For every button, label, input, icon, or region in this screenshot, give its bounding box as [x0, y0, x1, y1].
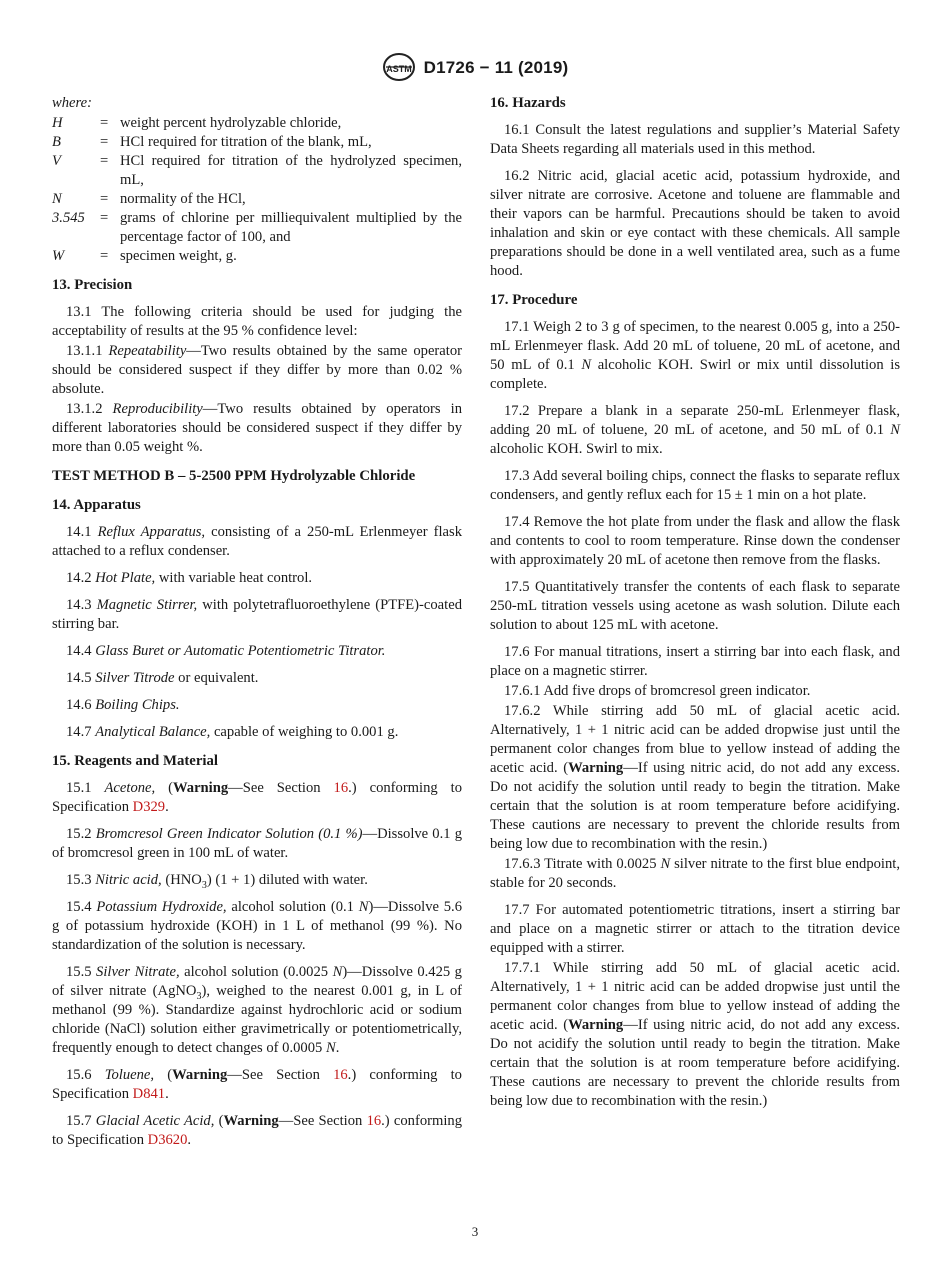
paragraph-17-7: 17.7 For automated potentiometric titrations, insert a stirring bar and place on a magnetic stirrer or attach to the titration device equipped with a stirrer.	[490, 902, 900, 956]
paragraph-15-7: 15.7 Glacial Acetic Acid, (Warning—See Section 16.) conforming to Specification D3620.	[52, 1113, 462, 1148]
section-17-heading: 17. Procedure	[490, 292, 578, 308]
paragraph-14-4: 14.4 Glass Buret or Automatic Potentiometric Titrator.	[66, 643, 386, 659]
paragraph-15-5: 15.5 Silver Nitrate, alcohol solution (0.0025 N)—Dissolve 0.425 g of silver nitrate (AgNO$_3$), weighed to the nearest 0.001 g, in L of methanol (99 %). Standardize against hydrochloric acid or sodium chloride (NaCl) solution either gravimetrically or potentiometrically, frequently enough to detect changes of 0.0005 N.	[52, 964, 463, 1056]
paragraph-15-2: 15.2 Bromcresol Green Indicator Solution (0.1 %)—Dissolve 0.1 g of bromcresol green in 100 mL of water.	[52, 826, 462, 861]
paragraph-14-7: 14.7 Analytical Balance, capable of weighing to 0.001 g.	[66, 724, 399, 740]
section-16-link[interactable]: 16	[333, 780, 349, 796]
right-column	[490, 94, 900, 1119]
definition-row: H = weight percent hydrolyzable chloride,	[52, 115, 342, 131]
paragraph-14-6: 14.6 Boiling Chips.	[66, 697, 180, 713]
paragraph-14-5: 14.5 Silver Titrode or equivalent.	[66, 670, 259, 686]
paragraph-14-3: 14.3 Magnetic Stirrer, with polytetrafluoroethylene (PTFE)-coated stirring bar.	[52, 597, 462, 632]
left-column	[52, 94, 462, 1158]
paragraph-17-3: 17.3 Add several boiling chips, connect the flasks to separate reflux condensers, and gently reflux each for 15 ± 1 min on a hot plate.	[490, 468, 900, 503]
paragraph-17-6: 17.6 For manual titrations, insert a stirring bar into each flask, and place on a magnetic stirrer.	[490, 644, 900, 679]
paragraph-14-2: 14.2 Hot Plate, with variable heat control.	[66, 570, 313, 586]
section-14-heading: 14. Apparatus	[52, 497, 141, 513]
section-16-link[interactable]: 16	[366, 1113, 382, 1129]
page-number: 3	[471, 1224, 479, 1239]
spec-d329-link[interactable]: D329	[132, 799, 166, 815]
spec-d3620-link[interactable]: D3620	[147, 1132, 188, 1148]
paragraph-15-3: 15.3 Nitric acid, $(HNO_3) (1 + 1)$ diluted with water.	[66, 872, 368, 891]
logo-text: ASTM	[385, 64, 412, 74]
definition-row: W = specimen weight, g.	[52, 248, 237, 264]
paragraph-13-1-2: 13.1.2 Reproducibility—Two results obtained by operators in different laboratories should be considered suspect if they differ by more than 0.05 weight %.	[52, 401, 462, 455]
paragraph-13-1: 13.1 The following criteria should be used for judging the acceptability of results at the 95 % confidence level:	[52, 304, 462, 339]
section-13-heading: 13. Precision	[52, 277, 133, 293]
paragraph-17-4: 17.4 Remove the hot plate from under the flask and allow the flask and contents to cool to room temperature. Rinse down the condenser with approximately 20 mL of acetone then remove from the flasks.	[490, 514, 900, 568]
paragraph-17-2: 17.2 Prepare a blank in a separate 250-mL Erlenmeyer flask, adding 20 mL of toluene, 20 mL of acetone, and 50 mL of 0.1 N alcoholic KOH. Swirl to mix.	[490, 403, 900, 457]
paragraph-17-6-2: 17.6.2 While stirring add 50 mL of glacial acetic acid. Alternatively, 1 + 1 nitric acid can be added dropwise just until the permanent color changes from blue to yellow instead of adding the acetic acid. (Warning—If using nitric acid, do not add any excess. Do not acidify the solution until ready to begin the titration. Make certain that the solution is at room temperature before acidifying. These cautions are necessary to prevent the chloride results from being low due to recombination with the resin.)	[490, 703, 900, 852]
astm-logo-icon	[382, 52, 416, 82]
paragraph-15-1: 15.1 Acetone, (Warning—See Section 16.) conforming to Specification D329.	[52, 780, 462, 815]
definition-row: V = HCl required for titration of the hydrolyzed specimen, mL,	[52, 153, 462, 188]
paragraph-17-7-1: 17.7.1 While stirring add 50 mL of glacial acetic acid. Alternatively, 1 + 1 nitric acid can be added dropwise just until the permanent color changes from blue to yellow instead of adding the acetic acid. (Warning—If using nitric acid, do not add any excess. Do not acidify the solution until ready to begin the titration. Make certain that the solution is at room temperature before acidifying. These cautions are necessary to prevent the chloride results from being low due to recombination with the resin.)	[490, 960, 900, 1109]
document-id: D1726 − 11 (2019)	[423, 57, 569, 77]
paragraph-15-4: 15.4 Potassium Hydroxide, alcohol solution (0.1 N)—Dissolve 5.6 g of potassium hydroxide (KOH) in 1 L of methanol (99 %). No standardization of the solution is necessary.	[52, 899, 462, 953]
paragraph-17-5: 17.5 Quantitatively transfer the contents of each flask to separate 250-mL titration vessels using acetone as wash solution. Dilute each solution to about 125 mL with acetone.	[490, 579, 900, 633]
paragraph-13-1-1: 13.1.1 Repeatability—Two results obtained by the same operator should be considered suspect if they differ by more than 0.02 % absolute.	[52, 343, 462, 397]
section-16-heading: 16. Hazards	[490, 95, 566, 111]
section-16-link[interactable]: 16	[333, 1067, 348, 1083]
spec-d841-link[interactable]: D841	[132, 1086, 166, 1102]
method-b-heading: TEST METHOD B – 5-2500 PPM Hydrolyzable Chloride	[52, 468, 416, 484]
paragraph-15-6: 15.6 Toluene, (Warning—See Section 16.) conforming to Specification D841.	[52, 1067, 462, 1102]
variable-definitions	[52, 114, 462, 266]
definition-row: N = normality of the HCl,	[52, 191, 246, 207]
where-label: where:	[52, 95, 92, 111]
paragraph-17-6-3: 17.6.3 Titrate with 0.0025 N silver nitrate to the first blue endpoint, stable for 20 seconds.	[490, 856, 900, 891]
page-header	[0, 52, 950, 82]
definition-row: B = HCl required for titration of the blank, mL,	[52, 134, 372, 150]
definition-row: 3.545 = grams of chlorine per milliequivalent multiplied by the percentage factor of 100, and	[52, 210, 462, 245]
paragraph-17-1: 17.1 Weigh 2 to 3 g of specimen, to the nearest 0.005 g, into a 250-mL Erlenmeyer flask. Add 20 mL of toluene, 20 mL of acetone, and 50 mL of 0.1 N alcoholic KOH. Swirl or mix until dissolution is complete.	[490, 319, 901, 392]
paragraph-17-6-1: 17.6.1 Add five drops of bromcresol green indicator.	[504, 683, 811, 699]
paragraph-14-1: 14.1 Reflux Apparatus, consisting of a 250-mL Erlenmeyer flask attached to a reflux condenser.	[52, 524, 462, 559]
section-15-heading: 15. Reagents and Material	[52, 753, 219, 769]
paragraph-16-2: 16.2 Nitric acid, glacial acetic acid, potassium hydroxide, and silver nitrate are corrosive. Acetone and toluene are flammable and their vapors can be harmful. Precautions should be taken to avoid inhalation and skin or eye contact with these chemicals. All sample preparations should be done in a well ventilated area, such as a fume hood.	[490, 168, 900, 279]
paragraph-16-1: 16.1 Consult the latest regulations and supplier’s Material Safety Data Sheets regarding all materials used in this method.	[490, 122, 900, 157]
